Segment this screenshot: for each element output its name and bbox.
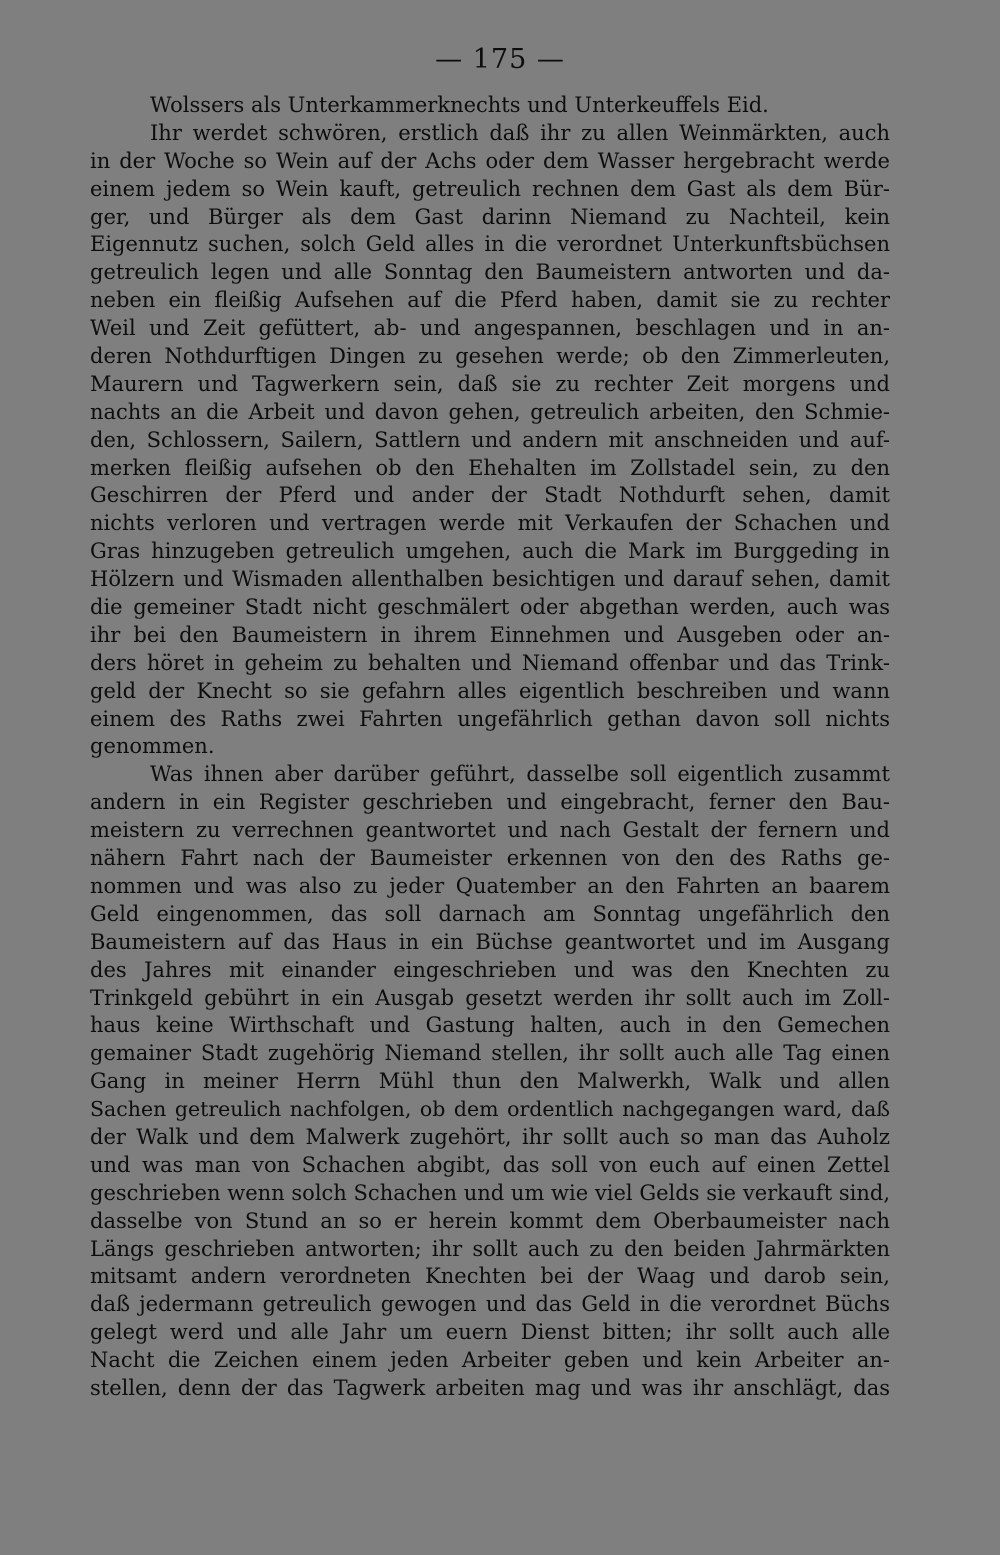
text-line: neben ein fleißig Aufsehen auf die Pferd haben, damit sie zu rechter [90,288,890,313]
text-line: den, Schlossern, Sailern, Sattlern und andern mit anschneiden und auf- [90,427,890,452]
text-line: Maurern und Tagwerkern sein, daß sie zu rechter Zeit morgens und [90,371,890,396]
text-line: haus keine Wirthschaft und Gastung halten, auch in den Gemechen [90,1013,890,1038]
text-line: Längs geschrieben antworten; ihr sollt auch zu den beiden Jahrmärkten [90,1236,890,1261]
text-line: des Jahres mit einander eingeschrieben und was den Knechten zu [90,957,890,982]
text-line: genommen. [90,734,215,759]
text-line: gemainer Stadt zugehörig Niemand stellen, ihr sollt auch alle Tag einen [90,1041,890,1066]
text-line: Nacht die Zeichen einem jeden Arbeiter geben und kein Arbeiter an- [90,1348,890,1373]
body-text [90,92,890,1403]
text-line: Gras hinzugeben getreulich umgehen, auch die Mark im Burggeding in [90,539,890,564]
text-line: dasselbe von Stund an so er herein kommt dem Oberbaumeister nach [90,1208,890,1233]
text-line: Hölzern und Wismaden allenthalben besichtigen und darauf sehen, damit [90,567,890,592]
text-line: Baumeistern auf das Haus in ein Büchse geantwortet und im Ausgang [90,929,890,954]
text-line: geschrieben wenn solch Schachen und um wie viel Gelds sie verkauft sind, [90,1180,890,1205]
text-line: nähern Fahrt nach der Baumeister erkennen von den des Raths ge- [90,846,890,871]
text-line: die gemeiner Stadt nicht geschmälert oder abgethan werden, auch was [90,595,890,620]
text-line: Geld eingenommen, das soll darnach am Sonntag ungefährlich den [90,901,890,926]
text-line: nachts an die Arbeit und davon gehen, getreulich arbeiten, den Schmie- [90,399,890,424]
text-line: der Walk und dem Malwerk zugehört, ihr sollt auch so man das Auholz [90,1124,890,1149]
text-line: meistern zu verrechnen geantwortet und nach Gestalt der fernern und [90,818,890,843]
text-line: einem jedem so Wein kauft, getreulich rechnen dem Gast als dem Bür- [90,176,890,201]
text-line: und was man von Schachen abgibt, das soll von euch auf einen Zettel [90,1152,890,1177]
text-line: ger, und Bürger als dem Gast darinn Niemand zu Nachteil, kein [90,204,890,229]
text-line: gelegt werd und alle Jahr um euern Dienst bitten; ihr sollt auch alle [90,1320,890,1345]
text-line: deren Nothdurftigen Dingen zu gesehen werde; ob den Zimmerleuten, [90,344,890,369]
text-line: Geschirren der Pferd und ander der Stadt Nothdurft sehen, damit [90,483,890,508]
text-line: geld der Knecht so sie gefahrn alles eigentlich beschreiben und wann [90,678,890,703]
text-line: Weil und Zeit gefüttert, ab- und angespannen, beschlagen und in an- [90,316,890,341]
text-line: Eigennutz suchen, solch Geld alles in die verordnet Unterkunftsbüchsen [90,232,890,257]
text-line: Was ihnen aber darüber geführt, dasselbe soll eigentlich zusammt [150,762,890,787]
text-line: Ihr werdet schwören, erstlich daß ihr zu allen Weinmärkten, auch [150,120,890,145]
text-line: stellen, denn der das Tagwerk arbeiten mag und was ihr anschlägt, das [90,1375,890,1400]
text-line: merken fleißig aufsehen ob den Ehehalten im Zollstadel sein, zu den [90,455,890,480]
text-line: nichts verloren und vertragen werde mit Verkaufen der Schachen und [90,511,890,536]
text-line: Trinkgeld gebührt in ein Ausgab gesetzt werden ihr sollt auch im Zoll- [90,985,890,1010]
text-line: nommen und was also zu jeder Quatember an den Fahrten an baarem [90,873,890,898]
text-line: ders höret in geheim zu behalten und Niemand offenbar und das Trink- [90,650,890,675]
text-line: andern in ein Register geschrieben und eingebracht, ferner den Bau- [90,790,890,815]
text-line: daß jedermann getreulich gewogen und das Geld in die verordnet Büchs [90,1292,890,1317]
text-line: mitsamt andern verordneten Knechten bei der Waag und darob sein, [90,1264,890,1289]
text-line: getreulich legen und alle Sonntag den Baumeistern antworten und da- [90,260,890,285]
page-number: — 175 — [435,44,565,75]
text-line: ihr bei den Baumeistern in ihrem Einnehmen und Ausgeben oder an- [90,622,890,647]
text-line: Gang in meiner Herrn Mühl thun den Malwerkh, Walk und allen [90,1069,890,1094]
text-line: einem des Raths zwei Fahrten ungefährlich gethan davon soll nichts [90,706,890,731]
text-line: in der Woche so Wein auf der Achs oder dem Wasser hergebracht werde [90,148,890,173]
text-line: Wolssers als Unterkammerknechts und Unterkeuffels Eid. [150,93,769,117]
text-line: Sachen getreulich nachfolgen, ob dem ordentlich nachgegangen ward, daß [90,1097,890,1122]
